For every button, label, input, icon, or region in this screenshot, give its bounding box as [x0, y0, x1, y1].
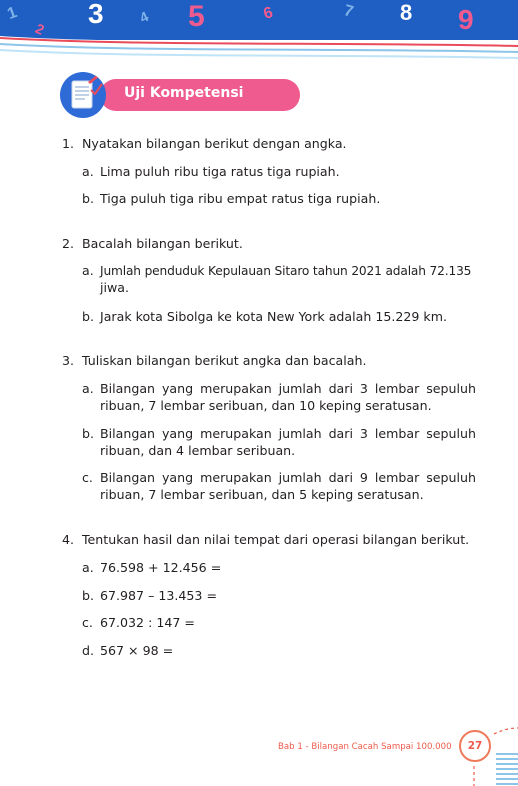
item-text-continued: ribuan, 7 lembar seribuan, dan 10 keping seratusan.	[100, 398, 432, 413]
word: yang	[161, 470, 194, 485]
item-text-continued: ribuan, 7 lembar seribuan, dan 5 keping seratusan.	[100, 487, 424, 502]
question-text: Nyatakan bilangan berikut dengan angka.	[82, 136, 347, 151]
header-banner	[0, 0, 518, 64]
item-label: b.	[82, 588, 94, 603]
question-text: Bacalah bilangan berikut.	[82, 236, 243, 251]
word: sepuluh	[426, 426, 476, 441]
header-digit-3: 3	[88, 0, 104, 29]
word: yang	[161, 381, 194, 396]
header-digit-1: 1	[5, 4, 20, 24]
word: yang	[161, 426, 194, 441]
item-label: b.	[82, 191, 94, 206]
word: lembar	[374, 381, 420, 396]
word: dari	[328, 426, 353, 441]
item-label: a.	[82, 263, 94, 278]
word: jumlah	[278, 426, 322, 441]
word: merupakan	[200, 426, 272, 441]
word: lembar	[374, 470, 420, 485]
header-wave	[0, 0, 518, 64]
word: dari	[328, 470, 353, 485]
word: merupakan	[200, 381, 272, 396]
test-paper-icon	[60, 72, 106, 118]
item-label: a.	[82, 164, 94, 179]
question-number: 2.	[62, 236, 75, 251]
item-text: Lima puluh ribu tiga ratus tiga rupiah.	[100, 164, 340, 179]
section-title: Uji Kompetensi	[124, 85, 244, 101]
item-label: a.	[82, 381, 94, 396]
word: sepuluh	[426, 381, 476, 396]
question-number: 1.	[62, 136, 75, 151]
header-digit-6: 6	[261, 4, 275, 23]
header-digit-8: 8	[400, 0, 413, 25]
item-label: c.	[82, 615, 93, 630]
item-text	[100, 470, 476, 486]
item-text: 567 × 98 =	[100, 643, 174, 658]
item-text	[100, 426, 476, 442]
item-text: Tiga puluh tiga ribu empat ratus tiga rupiah.	[100, 191, 381, 206]
word: jumlah	[278, 470, 322, 485]
question-number: 3.	[62, 353, 75, 368]
header-digit-5: 5	[188, 0, 205, 33]
item-label: d.	[82, 643, 94, 658]
word: Bilangan	[100, 470, 156, 485]
word: jumlah	[278, 381, 322, 396]
section-badge	[60, 72, 250, 118]
item-label: b.	[82, 309, 94, 324]
question-text: Tuliskan bilangan berikut angka dan bacalah.	[82, 353, 367, 368]
word: 3	[359, 426, 368, 441]
item-text: 67.032 : 147 =	[100, 615, 195, 630]
item-label: b.	[82, 426, 94, 441]
item-text: 67.987 – 13.453 =	[100, 588, 217, 603]
header-digit-4: 4	[136, 8, 151, 26]
word: Bilangan	[100, 381, 156, 396]
word: 9	[359, 470, 368, 485]
chapter-label: Bab 1 - Bilangan Cacah Sampai 100.000	[278, 742, 452, 752]
question-number: 4.	[62, 532, 75, 547]
header-digit-9: 9	[458, 4, 474, 35]
item-label: a.	[82, 560, 94, 575]
word: Bilangan	[100, 426, 156, 441]
question-text: Tentukan hasil dan nilai tempat dari operasi bilangan berikut.	[82, 532, 470, 547]
page-number: 27	[467, 740, 483, 752]
header-digit-7: 7	[342, 2, 356, 21]
word: 3	[359, 381, 368, 396]
item-text: Jumlah penduduk Kepulauan Sitaro tahun 2021 adalah 72.135	[100, 264, 472, 278]
word: lembar	[374, 426, 420, 441]
item-text-continued: ribuan, dan 4 lembar seribuan.	[100, 443, 296, 458]
word: dari	[328, 381, 353, 396]
item-text: Jarak kota Sibolga ke kota New York adalah 15.229 km.	[100, 309, 447, 324]
item-text: 76.598 + 12.456 =	[100, 560, 222, 575]
word: merupakan	[200, 470, 272, 485]
item-text	[100, 381, 476, 397]
word: sepuluh	[426, 470, 476, 485]
header-digit-2: 2	[32, 20, 47, 38]
item-text-continued: jiwa.	[100, 280, 130, 295]
item-label: c.	[82, 470, 93, 485]
